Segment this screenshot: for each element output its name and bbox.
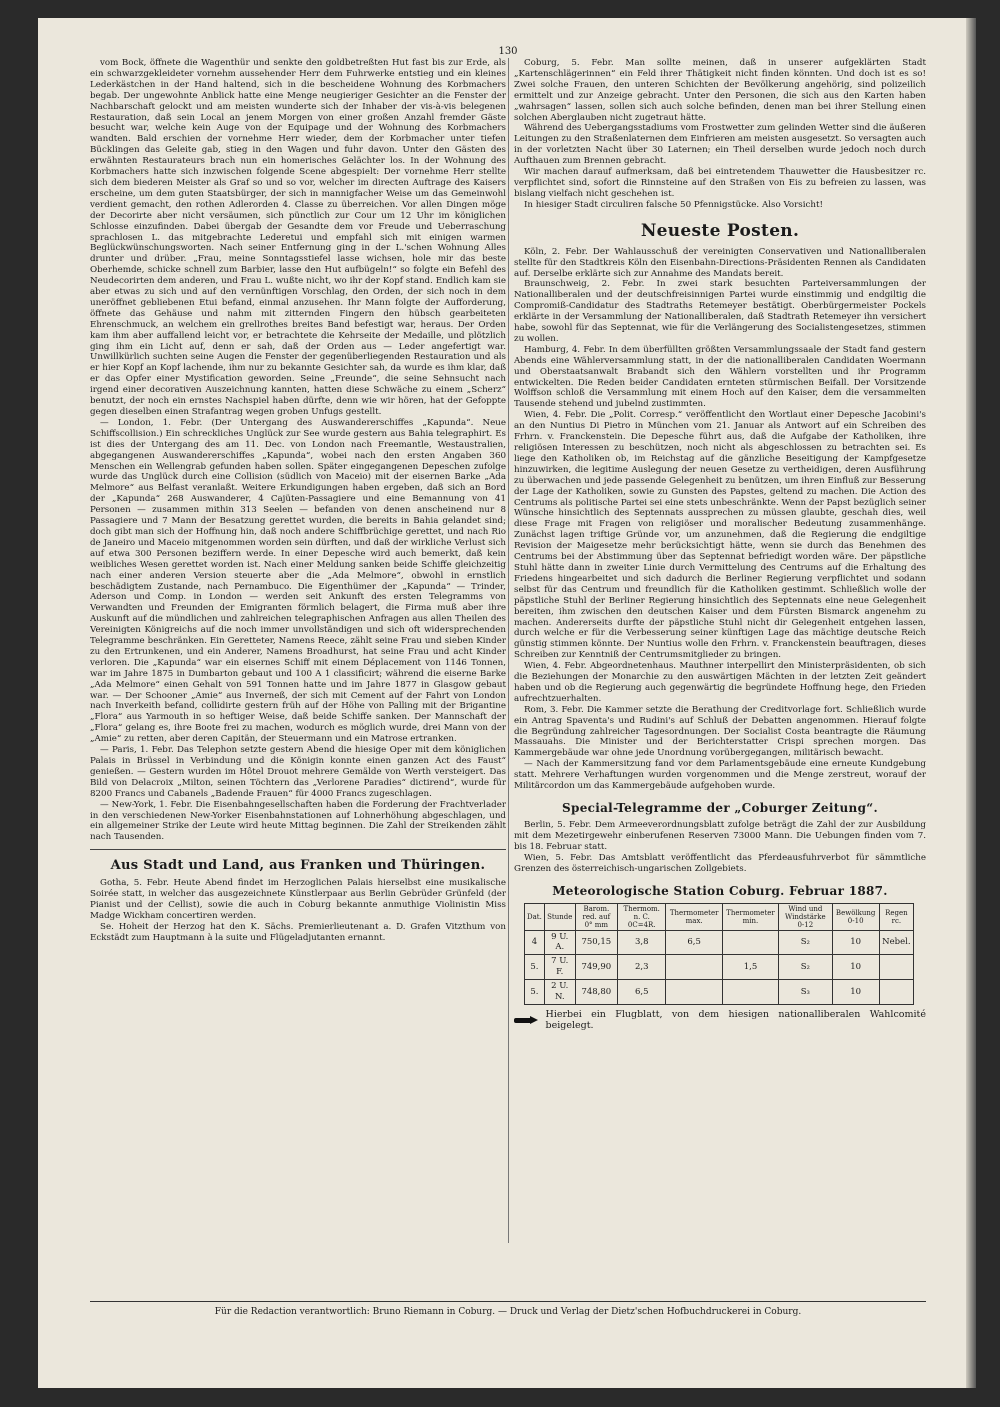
table-cell [879, 980, 913, 1005]
table-cell: 5. [525, 980, 545, 1005]
article-paragraph: Berlin, 5. Febr. Dem Armeeverordnungsblatt zufolge beträgt die Zahl der zur Ausbildung mit dem Mezetirgewehr einberufenen Reserven 73000 Mann. Die Uebungen finden vom 7. bis 18. Februar statt. [514, 820, 926, 852]
supplement-note [514, 1009, 926, 1031]
column-header: Dat. [525, 903, 545, 930]
article-paragraph: Se. Hoheit der Herzog hat den K. Sächs. Premierlieutenant a. D. Grafen Vitzthum von Eckstädt zum Hauptmann à la suite und Flügeladjutanten ernannt. [90, 921, 506, 943]
table-cell [722, 930, 778, 955]
table-cell: 10 [832, 980, 879, 1005]
table-row [525, 955, 914, 980]
table-cell: Nebel. [879, 930, 913, 955]
left-column [90, 58, 506, 1138]
article-paragraph: Wien, 4. Febr. Abgeordnetenhaus. Mauthner interpellirt den Ministerpräsidenten, ob sich die Beziehungen der Monarchie zu den auswärtigen Mächten in der letzten Zeit geändert haben und ob die Regierung auch gegenwärtig die begründete Hoffnung hege, den Frieden aufrechtzuerhalten. [514, 661, 926, 704]
table-cell [666, 955, 722, 980]
table-cell [666, 980, 722, 1005]
article-paragraph: Köln, 2. Febr. Der Wahlausschuß der vereinigten Conservativen und Nationalliberalen stellte für den Stadtkreis Köln den Eisenbahn-Directions-Präsidenten Rennen als Candidaten auf. Derselbe erklärte sich zur Annahme des Mandats bereit. [514, 246, 926, 279]
table-cell: 2,3 [617, 955, 665, 980]
section-title: Neueste Posten. [640, 220, 800, 241]
article-paragraph: vom Bock, öffnete die Wagenthür und senkte den goldbetreßten Hut fast bis zur Erde, als ein schwarzgekleideter vornehm aussehender Herr dem Fuhrwerke entstieg und ein kleines Lederkästchen in der Hand haltend, sich in die bescheidene Wohnung des Korbmachers begab. Der ungewohnte Anblick hatte eine Menge neugieriger Gesichter an die Fenster der Nachbarschaft gelockt und am meisten wunderte sich der Inhaber der vis-à-vis belegenen Restauration, daß sein Local an jenem Morgen von einer großen Anzahl fremder Gäste besucht war, welche kein Auge von der Equipage und der Wohnung des Korbmachers wandten. Bald erschien der vornehme Herr wieder, dem der Korbmacher unter tiefen Bücklingen das Geleite gab, stieg in den Wagen und fuhr davon. Unter den Gästen des erwähnten Restaurateurs brach nun ein homerisches Gelächter los. In der Wohnung des Korbmachers hatte sich inzwischen folgende Scene abgespielt: Der vornehme Herr stellte sich dem biederen Meister als Graf so und so vor, welcher im directen Auftrage des Kaisers erscheine, um dem guten Staatsbürger, der sich in mannigfacher Weise um das Gemeinwohl verdient gemacht, den rothen Adlerorden 4. Classe zu überreichen. Vor allen Dingen möge der Decorirte aber nicht versäumen, sich pünctlich zur Cour um 12 Uhr im königlichen Schlosse einzufinden. Dabei übergab der Gesandte dem vor Freude und Ueberraschung sprachlosen L. das mitgebrachte Lederetui und empfahl sich mit einigen warmen Beglückwünschungsworten. Nach seiner Entfernung ging in der L.'schen Wohnung Alles drunter und drüber. „Frau, meine Sonntagsstiefel lasse wichsen, hole mir das beste Oberhemde, schicke schnell zum Barbier, lasse den Hut aufbügeln!“ so folgte ein Befehl des Neudecorirten dem anderen, und Frau L. wußte nicht, wo ihr der Kopf stand. Endlich kam sie aber etwas zu sich und auf den vernünftigen Vorschlag, den Orden, der sich noch in dem uneröffnet gebliebenen Etui befand, einmal anzusehen. Ihr Mann folgte der Aufforderung, öffnete das Gehäuse und nahm mit zitternden Fingern den hübsch gearbeiteten Ehrenschmuck, an welchem ein grellrothes breites Band befestigt war, heraus. Der Orden kam ihm aber auffallend leicht vor, er betrachtete die Kehrseite der Medaille, und plötzlich ging ihm ein Licht auf, denn er sah, daß der Orden aus — Leder angefertigt war. Unwillkürlich suchten seine Augen die Fenster der gegenüberliegenden Restauration und als er hier Kopf an Kopf lachende, ihm nur zu bekannte Gesichter sah, da wurde es ihm klar, daß er das Opfer einer Mystification geworden. Seine „Freunde“, die seine Sehnsucht nach irgend einer decorativen Auszeichnung kannten, hatten diese Schwäche zu einem „Scherz“ benutzt, der noch ein ernstes Nachspiel haben dürfte, denn wie wir hören, hat der Gefoppte gegen dieselben einen Strafantrag wegen groben Unfugs gestellt. [90, 58, 506, 417]
table-cell: 749,90 [575, 955, 617, 980]
article-paragraph: Während des Uebergangsstadiums vom Frostwetter zum gelinden Wetter sind die äußeren Leitungen zu den Straßenlaternen dem Einfrieren am meisten ausgesetzt. So versagten auch in der vorletzten Nacht über 30 Laternen; ein Theil derselben wurde jedoch noch durch Aufthauen zum Brennen gebracht. [514, 123, 926, 167]
table-cell [722, 980, 778, 1005]
table-cell: 9 U. A. [544, 930, 575, 955]
column-header: Thermom. n. C. 0C=4R. [617, 903, 665, 930]
article-paragraph: Braunschweig, 2. Febr. In zwei stark besuchten Parteiversammlungen der Nationalliberalen und der deutschfreisinnigen Partei wurde einstimmig und endgiltig die Compromiß-Candidatur des Stadtraths Retemeyer bestätigt. Oberbürgermeister Pockels erklärte in der Versammlung der Nationalliberalen, daß Stadtrath Retemeyer ihn versichert habe, sowohl für das Septennat, wie für die Verlängerung des Socialistengesetzes, stimmen zu wollen. [514, 279, 926, 344]
article-paragraph: Wien, 4. Febr. Die „Polit. Corresp.“ veröffentlicht den Wortlaut einer Depesche Jacobini's an den Nuntius Di Pietro in München vom 21. Januar als Antwort auf ein Schreiben des Frhrn. v. Franckenstein. Die Depesche führt aus, daß die Aufgabe der Katholiken, ihre religiösen Interessen zu beschützen, noch nicht als abgeschlossen zu betrachten sei. Es liege den Katholiken ob, im Reichstag auf die gänzliche Beseitigung der Kampfgesetze hinzuwirken, die legitime Auslegung der neuen Gesetze zu vertheidigen, deren Ausführung zu überwachen und jede passende Gelegenheit zu benützen, um ihren Einfluß zur Besserung der Lage der Katholiken, sowie zu Gunsten des Papstes, geltend zu machen. Die Action des Centrums als politische Partei sei eine stets unbeschränkte. Wenn der Papst bezüglich seiner Wünsche hinsichtlich des Septennats aussprechen zu müssen glaubte, geschah dies, weil diese Frage mit Fragen von religiöser und moralischer Bedeutung zusammenhänge. Zunächst lagen triftige Gründe vor, um anzunehmen, daß die Regierung die endgiltige Revision der Maigesetze mehr berücksichtigt hätte, wenn sie durch das Benehmen des Centrums bei der Abstimmung über das Septennat befriedigt worden wäre. Der päpstliche Stuhl hätte dann in zweiter Linie durch Vermittelung des Centrums auf die Erhaltung des Friedens hingearbeitet und sich dadurch die Berliner Regierung verpflichtet und sodann selbst für das Centrum und freundlich für die Katholiken gestimmt. Schließlich wolle der päpstliche Stuhl der Berliner Regierung hinsichtlich des Septennats eine neue Gelegenheit bereiten, ihm zwischen den deutschen Kaiser und dem Fürsten Bismarck angenehm zu machen. Andererseits durfte der päpstliche Stuhl nicht dir Gelegenheit entgehen lassen, durch welche er für die Verbesserung seiner künftigen Lage das mächtige deutsche Reich günstig stimmen könnte. Der Nuntius wolle den Frhrn. v. Franckenstein beauftragen, dieses Schreiben zur Kenntniß der Centrumsmitglieder zu bringen. [514, 410, 926, 661]
article-paragraph: Gotha, 5. Febr. Heute Abend findet im Herzoglichen Palais hierselbst eine musikalische Soirée statt, in welcher das ausgezeichnete Künstlerpaar aus Berlin Gebrüder Grünfeld (der Pianist und der Cellist), sowie die auch in Coburg bekannte anmuthige Violinistin Miss Madge Wickham concertiren werden. [90, 878, 506, 921]
table-cell: 750,15 [575, 930, 617, 955]
table-cell: 3,8 [617, 930, 665, 955]
article-paragraph: In hiesiger Stadt circuliren falsche 50 Pfennigstücke. Also Vorsicht! [524, 199, 823, 210]
table-cell: 5. [525, 955, 545, 980]
table-cell: 1,5 [722, 955, 778, 980]
column-header: Stunde [544, 903, 575, 930]
page-number: 130 [498, 46, 518, 57]
table-cell: 2 U. N. [544, 980, 575, 1005]
column-header: Thermometer min. [722, 903, 778, 930]
table-cell: S₂ [779, 955, 833, 980]
table-cell: 6,5 [666, 930, 722, 955]
table-cell: S₂ [779, 930, 833, 955]
article-paragraph: Wien, 5. Febr. Das Amtsblatt veröffentlicht das Pferdeausfuhrverbot für sämmtliche Grenzen des österreichisch-ungarischen Zollgebiets. [514, 852, 926, 874]
article-paragraph: Hamburg, 4. Febr. In dem überfüllten größten Versammlungssaale der Stadt fand gestern Abends eine Wählerversammlung statt, in der die nationalliberalen Candidaten Woermann und Oberstaatsanwalt Brabandt sich den Wählern vorstellten und ihr Programm entwickelten. Die Reden beider Candidaten ernteten stürmischen Beifall. Der Vorsitzende Wolffson schloß die Versammlung mit einem Hoch auf den Kaiser, dem die versammelten Tausende stehend und jubelnd zustimmten. [514, 344, 926, 410]
table-header-row [525, 903, 914, 930]
table-cell: 10 [832, 930, 879, 955]
article-paragraph: Rom, 3. Febr. Die Kammer setzte die Berathung der Creditvorlage fort. Schließlich wurde ein Antrag Spaventa's und Rudini's auf Schluß der Debatten angenommen. Hierauf folgte die Begründung zahlreicher Tagesordnungen. Der Socialist Costa beantragte die Räumung Massauahs. Die Minister und der Berichterstatter Crispi sprechen morgen. Das Kammergebäude war ohne jede Unordnung vorübergegangen, militärisch bewacht. [514, 704, 926, 759]
column-header: Bewölkung 0-10 [832, 903, 879, 930]
article-paragraph: — New-York, 1. Febr. Die Eisenbahngesellschaften haben die Forderung der Frachtverlader in den verschiedenen New-Yorker Eisenbahnstationen auf Lohnerhöhung abgeschlagen, und ein allgemeiner Strike der Leute wird heute Mittag beginnen. Die Zahl der Streikenden zählt nach Tausenden. [90, 799, 506, 843]
column-header: Thermometer max. [666, 903, 722, 930]
table-cell [879, 955, 913, 980]
article-paragraph: Coburg, 5. Febr. Man sollte meinen, daß in unserer aufgeklärten Stadt „Kartenschlägerinnen“ ein Feld ihrer Thätigkeit nicht finden könnten. Und doch ist es so! Zwei solche Frauen, den unteren Schichten der Bevölkerung angehörig, sind polizeilich ermittelt und zur Anzeige gebracht. Unter den Personen, die sich aus den Karten haben „wahrsagen“ lassen, sollen sich auch solche befinden, denen man bei ihrer Stellung einen solchen Aberglauben nicht zugetraut hätte. [514, 58, 926, 123]
newspaper-page [38, 18, 966, 1388]
right-column [514, 58, 926, 1238]
article-paragraph: — London, 1. Febr. (Der Untergang des Auswandererschiffes „Kapunda“. Neue Schiffscollision.) Ein schreckliches Unglück zur See wurde gestern aus Bahia telegraphirt. Es ist dies der Untergang des am 11. Dec. von London nach Freemantle, Westaustralien, abgegangenen Auswandererschiffes „Kapunda“, wobei nach den ersten Angaben 360 Menschen ein Wellengrab gefunden haben sollen. Später eingegangenen Depeschen zufolge wurde das Unglück durch eine Collision (südlich von Maceio) mit der eisernen Barke „Ada Melmore“ aus Belfast veranlaßt. Weitere Erkundigungen haben ergeben, daß sich an Bord der „Kapunda“ 268 Auswanderer, 4 Cajüten-Passagiere und eine Bemannung von 41 Personen — zusammen mithin 313 Seelen — befanden von denen anscheinend nur 8 Passagiere und 7 Mann der Besatzung gerettet wurden, die bereits in Bahia gelandet sind; doch gibt man sich der Hoffnung hin, daß noch andere Schiffbrüchige gerettet, und nach Rio de Janeiro und Maceio mitgenommen worden sein dürften, und daß der wirkliche Verlust sich auf etwa 300 Personen beziffern werde. In einer Depesche wird auch bemerkt, daß kein weibliches Wesen gerettet worden ist. Nach einer Meldung sanken beide Schiffe gleichzeitig nach einer anderen Version steuerte aber die „Ada Melmore“, obwohl in ernstlich beschädigtem Zustande, nach Pernambuco. Die Eigenthümer der „Kapunda“ — Trinder, Aderson und Comp. in London — werden seit Ankunft des ersten Telegramms von Verwandten und Freunden der Emigranten förmlich belagert, die Firma muß aber ihre Auskunft auf die mündlichen und zahlreichen telegraphischen Anfragen aus allen Theilen des Vereinigten Königreichs auf die noch immer unvollständigen und sich oft widersprechenden Telegramme beschränken. Ein Geretteter, Namens Reece, zählt seine Frau und sieben Kinder zu den Ertrunkenen, und ein Anderer, Namens Broadhurst, hat seine Frau und acht Kinder verloren. Die „Kapunda“ war ein eisernes Schiff mit einem Déplacement von 1146 Tonnen, war im Jahre 1875 in Dumbarton gebaut und 100 A 1 classificirt; während die eiserne Barke „Ada Melmore“ einen Gehalt von 591 Tonnen hatte und im Jahre 1877 in Glasgow gebaut war. — Der Schooner „Amie“ aus Inverneß, der sich mit Cement auf der Fahrt von London nach Inverkeith befand, collidirte gestern früh auf der Höhe von Palling mit der Brigantine „Flora“ aus Yarmouth in so heftiger Weise, daß beide Schiffe sanken. Der Mannschaft der „Flora“ gelang es, ihre Boote frei zu machen, wodurch es möglich wurde, drei Mann von der „Amie“ zu retten, aber deren Capitän, der Steuermann und ein Matrose ertranken. [90, 417, 506, 745]
table-cell: 748,80 [575, 980, 617, 1005]
section-title: Aus Stadt und Land, aus Franken und Thüringen. [110, 858, 486, 874]
table-row [525, 980, 914, 1005]
supplement-note-text: Hierbei ein Flugblatt, von dem hiesigen nationalliberalen Wahlcomité beigelegt. [545, 1008, 926, 1031]
column-header: Wind und Windstärke 0-12 [779, 903, 833, 930]
article-paragraph: — Paris, 1. Febr. Das Telephon setzte gestern Abend die hiesige Oper mit dem königlichen Palais in Brüssel in Verbindung und die Königin konnte einen ganzen Act des Faust“ genießen. — Gestern wurden im Hôtel Drouot mehrere Gemälde von Werth versteigert. Das Bild von Delacroix „Milton, seinen Töchtern das „Verlorene Paradies“ dictirend“, wurde für 8200 Francs und Cabanels „Badende Frauen“ für 4000 Francs zugeschlagen. [90, 745, 506, 799]
section-title: Meteorologische Station Coburg. Februar 1887. [552, 883, 888, 898]
pointing-hand-icon [514, 1015, 540, 1025]
section-divider [90, 849, 506, 850]
weather-table [524, 903, 914, 1005]
column-header: Barom. red. auf 0° mm [575, 903, 617, 930]
table-cell: 10 [832, 955, 879, 980]
imprint-footer: Für die Redaction verantwortlich: Bruno Riemann in Coburg. — Druck und Verlag der Dietz'schen Hofbuchdruckerei in Coburg. [90, 1301, 926, 1317]
article-paragraph: — Nach der Kammersitzung fand vor dem Parlamentsgebäude eine erneute Kundgebung statt. Mehrere Verhaftungen wurden vorgenommen und die Menge zerstreut, worauf der Militärcordon um das Kammergebäude aufgehoben wurde. [514, 759, 926, 792]
column-header: Regen rc. [879, 903, 913, 930]
table-cell: 4 [525, 930, 545, 955]
table-cell: S₃ [779, 980, 833, 1005]
binding-edge [966, 18, 976, 1388]
table-row [525, 930, 914, 955]
article-paragraph: Wir machen darauf aufmerksam, daß bei eintretendem Thauwetter die Hausbesitzer rc. verpflichtet sind, sofort die Rinnsteine auf den Straßen von Eis zu befreien zu lassen, was bislang vielfach nicht geschehen ist. [514, 167, 926, 199]
section-title: Special-Telegramme der „Coburger Zeitung“. [562, 801, 878, 815]
table-cell: 6,5 [617, 980, 665, 1005]
column-divider [508, 58, 509, 1243]
table-cell: 7 U. F. [544, 955, 575, 980]
